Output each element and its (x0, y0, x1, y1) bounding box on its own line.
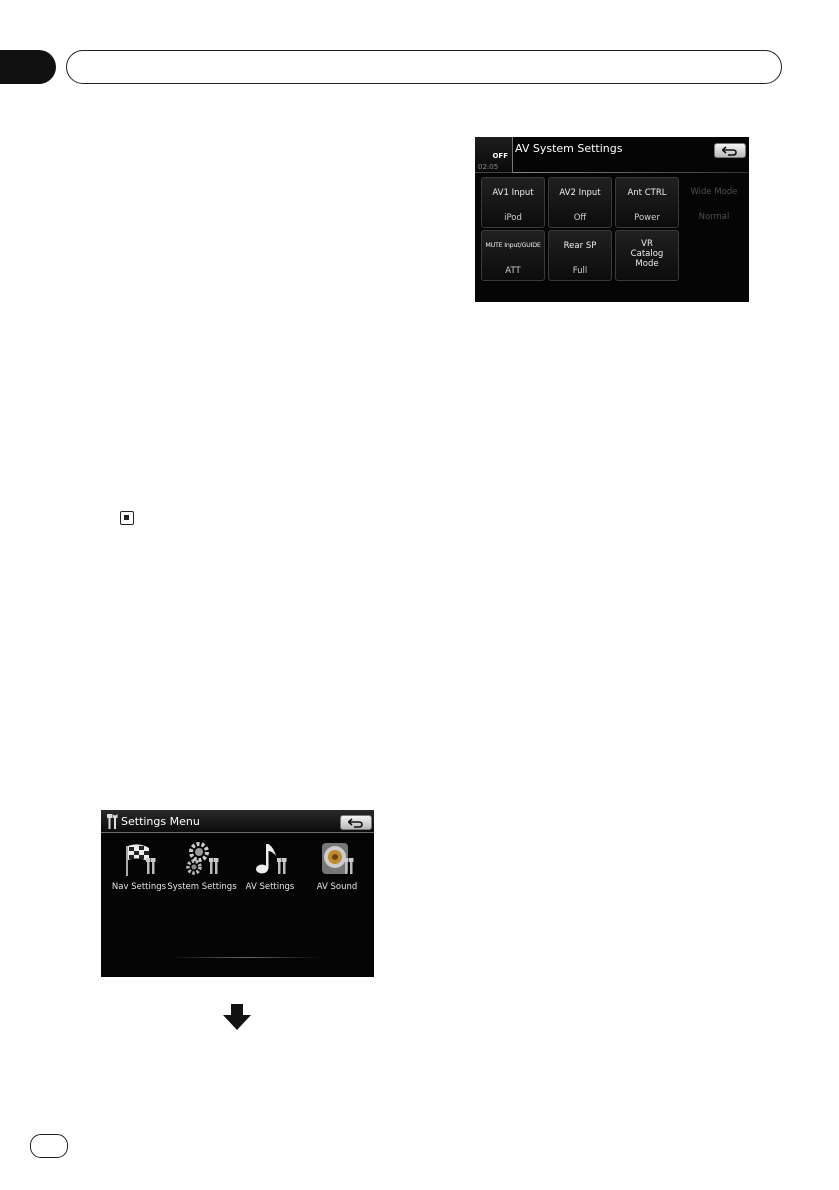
music-note-icon (250, 840, 290, 876)
screen-title: AV System Settings (515, 142, 623, 155)
av1-input-label: AV1 Input (492, 188, 534, 198)
rear-sp-value: Full (572, 266, 588, 276)
ant-ctrl-button[interactable] (615, 177, 679, 228)
av2-input-value: Off (573, 213, 587, 223)
page-number-pill (30, 1134, 68, 1158)
back-arrow-icon (722, 146, 738, 156)
back-button[interactable] (714, 143, 746, 158)
av1-input-button[interactable] (481, 177, 545, 228)
rear-sp-label: Rear SP (563, 241, 597, 251)
wide-mode-value: Normal (698, 212, 730, 222)
system-settings-button[interactable] (167, 840, 237, 892)
back-button[interactable] (340, 815, 372, 830)
av-settings-button[interactable] (235, 840, 305, 892)
av-system-settings-screen (475, 137, 749, 302)
mute-input-guide-label: MUTE Input/GUIDE (485, 242, 541, 249)
tools-icon (107, 814, 118, 829)
vr-catalog-mode-label: VR Catalog Mode (630, 239, 664, 269)
ant-ctrl-value: Power (634, 213, 660, 223)
wide-mode-label: Wide Mode (690, 187, 738, 197)
menu-divider (171, 957, 321, 958)
rear-sp-button[interactable] (548, 230, 612, 281)
nav-settings-label: Nav Settings (111, 882, 167, 892)
section-end-mark (120, 511, 134, 525)
av2-input-label: AV2 Input (559, 188, 601, 198)
gears-icon (182, 840, 222, 876)
mute-input-guide-button[interactable] (481, 230, 545, 281)
back-arrow-icon (348, 818, 364, 828)
vr-catalog-mode-button[interactable] (615, 230, 679, 281)
settings-menu-header (101, 810, 374, 833)
source-off-label: OFF (492, 152, 508, 160)
header-bar (66, 50, 782, 84)
ant-ctrl-label: Ant CTRL (627, 188, 667, 198)
mute-input-guide-value: ATT (505, 266, 521, 276)
av-settings-label: AV Settings (245, 882, 295, 892)
av2-input-button[interactable] (548, 177, 612, 228)
wide-mode-button (682, 177, 746, 228)
nav-settings-button[interactable] (104, 840, 174, 892)
source-status-panel[interactable] (475, 137, 513, 173)
chapter-tab (0, 50, 56, 84)
settings-menu-screen (101, 810, 374, 977)
av1-input-value: iPod (504, 213, 522, 223)
av-sound-label: AV Sound (316, 882, 358, 892)
down-arrow-icon (223, 1004, 251, 1030)
clock-label: 02:05 (478, 163, 499, 171)
speaker-icon (317, 840, 357, 876)
checkered-flag-icon (119, 840, 159, 876)
system-settings-label: System Settings (167, 882, 237, 892)
screen-title: Settings Menu (121, 815, 200, 828)
av-sound-button[interactable] (302, 840, 372, 892)
title-divider (513, 172, 749, 173)
